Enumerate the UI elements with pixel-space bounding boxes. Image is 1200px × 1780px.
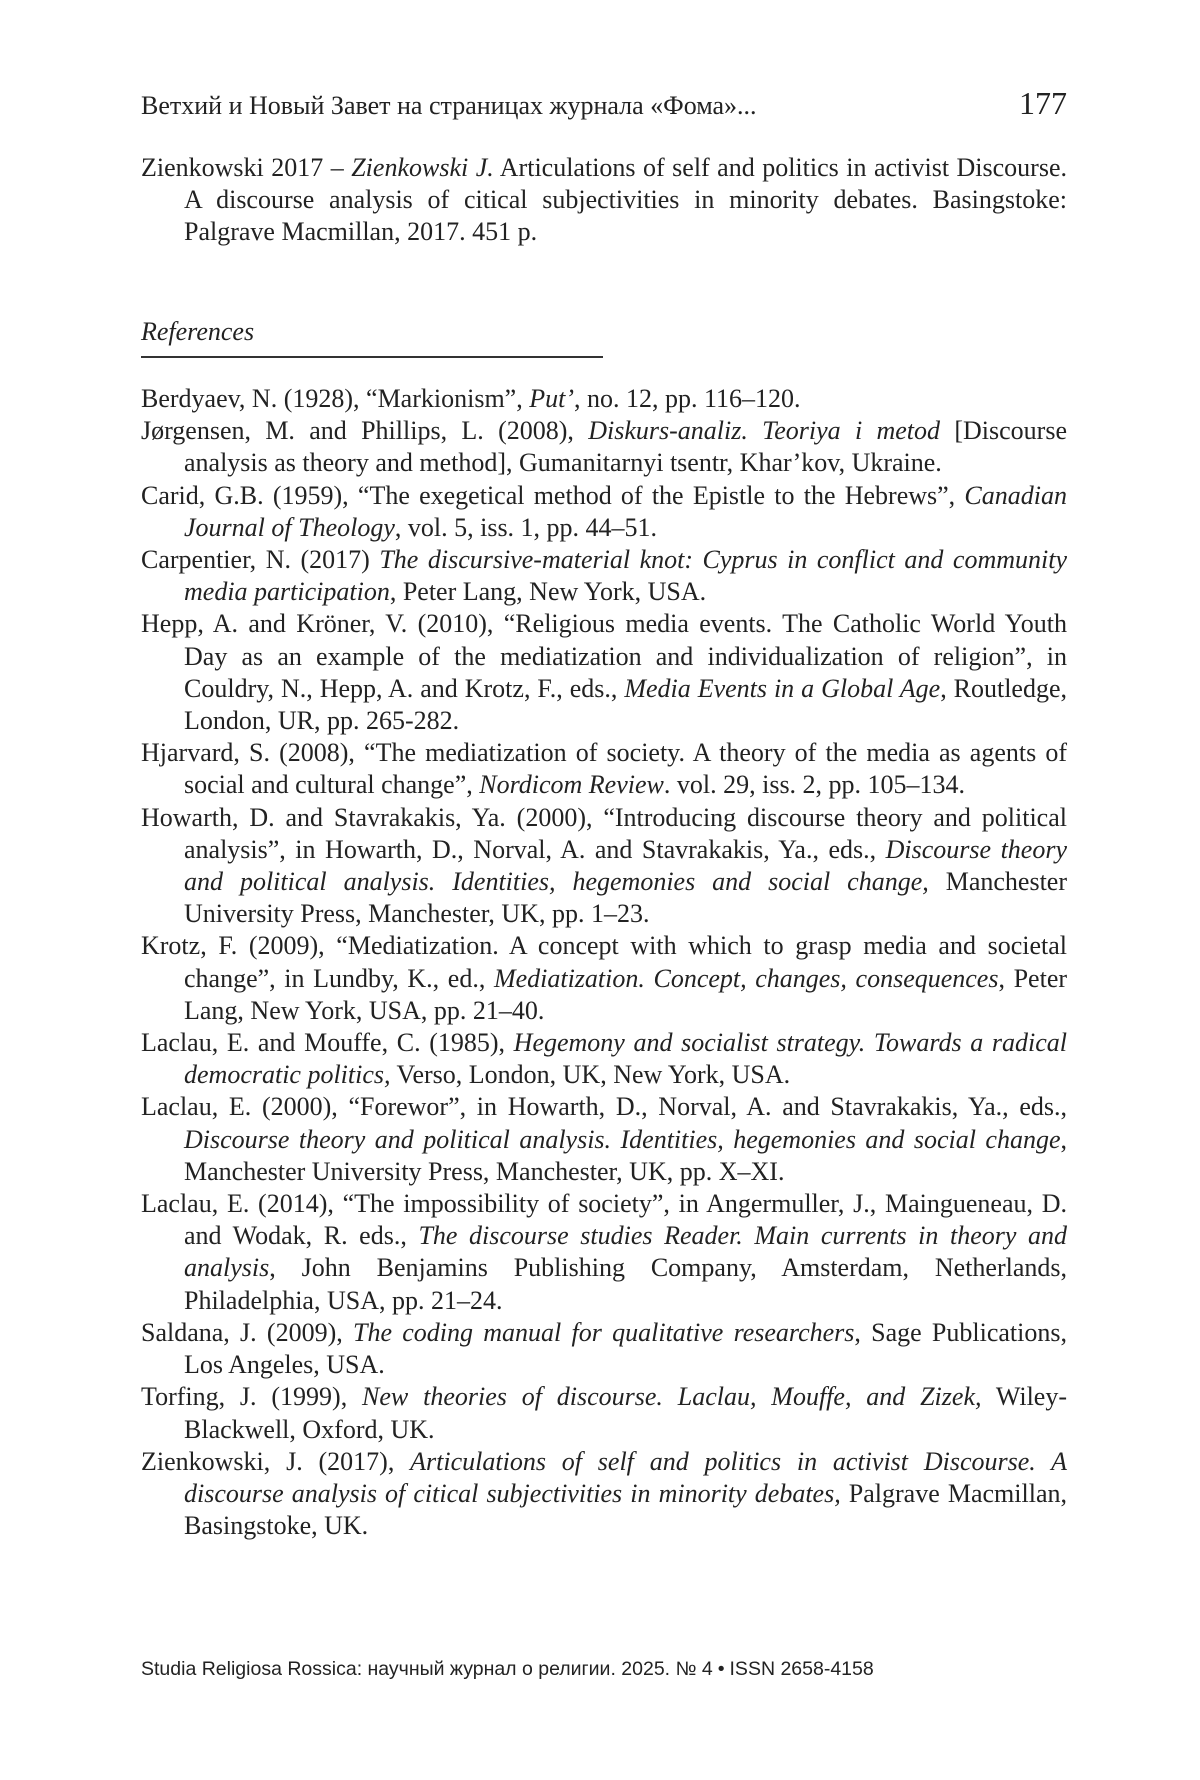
reference-title-italic: The coding manual for qualitative researchers: [353, 1317, 855, 1347]
reference-entry: [141, 802, 1067, 931]
reference-title-italic: New theories of discourse. Laclau, Mouffe, and Zizek,: [362, 1382, 982, 1412]
reference-title-italic: Diskurs-analiz. Teoriya i metod: [588, 416, 941, 446]
reference-title-italic: Canadian Journal of Theology: [184, 480, 1067, 542]
reference-title-italic: The discourse studies Reader. Main currents in theory and analysis: [184, 1221, 1067, 1283]
reference-text: , Peter Lang, New York, USA, pp. 21–40.: [184, 963, 1068, 1025]
reference-text: Berdyaev, N. (1928), “Markionism”,: [141, 384, 530, 413]
reference-text: Hjarvard, S. (2008), “The mediatization of society. A theory of the media as agents of social and cultural change”,: [141, 738, 1067, 800]
reference-entry: [141, 383, 1067, 415]
reference-text: , Manchester University Press, Manchester, UK, pp. X–XI.: [184, 1124, 1067, 1186]
reference-text: Carid, G.B. (1959), “The exegetical method of the Epistle to the Hebrews”,: [141, 480, 965, 510]
reference-entry: [141, 608, 1067, 737]
reference-entry: [141, 480, 1067, 544]
reference-text: Krotz, F. (2009), “Mediatization. A concept with which to grasp media and societal change”, in Lundby, K., ed.,: [141, 931, 1067, 993]
reference-title-italic: Media Events in a Global Age: [624, 673, 941, 703]
reference-text: Wiley-Blackwell, Oxford, UK.: [184, 1382, 1067, 1444]
reference-entry: [141, 1317, 1067, 1381]
reference-text: Jørgensen, M. and Phillips, L. (2008),: [141, 416, 589, 446]
reference-text: Zienkowski, J. (2017),: [141, 1446, 411, 1476]
reference-text: , John Benjamins Publishing Company, Amsterdam, Netherlands, Philadelphia, USA, pp. 21–24.: [184, 1253, 1067, 1315]
reference-text: Howarth, D. and Stavrakakis, Ya. (2000), “Introducing discourse theory and political analysis”, in Howarth, D., Norval, A. and Stavrakakis, Ya., eds.,: [141, 802, 1067, 864]
running-head: [141, 86, 1067, 123]
reference-text: , Routledge, London, UR, pp. 265-282.: [184, 673, 1068, 736]
reference-text: Torfing, J. (1999),: [141, 1382, 363, 1412]
reference-entry: [141, 152, 1067, 249]
reference-text: , no. 12, pp. 116–120.: [573, 384, 801, 413]
reference-entry: [141, 1188, 1067, 1317]
running-head-title: Ветхий и Новый Завет на страницах журнала «Фома»...: [141, 91, 757, 120]
references-list: [141, 383, 1067, 1542]
reference-text: Zienkowski 2017 –: [141, 153, 352, 182]
reference-text: [Discourse analysis as theory and method], Gumanitarnyi tsentr, Khar’kov, Ukraine.: [184, 416, 1067, 478]
reference-text: , Sage Publications, Los Angeles, USA.: [184, 1317, 1067, 1380]
reference-text: Saldana, J. (2009),: [141, 1317, 353, 1347]
reference-text: Laclau, E. (2000), “Forewor”, in Howarth, D., Norval, A. and Stavrakakis, Ya., eds.,: [141, 1092, 1067, 1122]
reference-text: Laclau, E. (2014), “The impossibility of society”, in Angermuller, J., Maingueneau, D. and Wodak, R. eds.,: [141, 1189, 1067, 1251]
page-number: 177: [1019, 85, 1067, 121]
reference-entry: [141, 1091, 1067, 1188]
reference-text: Hepp, A. and Kröner, V. (2010), “Religious media events. The Catholic World Youth Day as an example of the mediatization and individualization of religion”, in Couldry, N., Hepp, A. and Krotz, F., eds.,: [141, 609, 1067, 703]
reference-entry: [141, 930, 1067, 1027]
reference-entry: [141, 1027, 1067, 1091]
footer-separator: •: [717, 1658, 725, 1680]
references-heading-rule: [141, 356, 603, 358]
reference-author-italic: Zienkowski J.: [351, 153, 494, 182]
reference-title-italic: Discourse theory and political analysis. Identities, hegemonies and social change: [184, 1124, 1061, 1154]
reference-text: , Peter Lang, New York, USA.: [389, 577, 707, 607]
preceding-reference-list: [141, 152, 1067, 249]
reference-title-italic: Nordicom Review: [479, 770, 664, 800]
reference-title-italic: The discursive-material knot: Cyprus in conflict and community media participation: [184, 545, 1067, 607]
footer-issn: ISSN 2658-4158: [729, 1658, 874, 1680]
reference-text: . vol. 29, iss. 2, pp. 105–134.: [663, 770, 966, 800]
reference-text: Carpentier, N. (2017): [141, 545, 380, 575]
reference-entry: [141, 1446, 1067, 1543]
reference-entry: [141, 737, 1067, 801]
footer-journal: Studia Religiosa Rossica: научный журнал о религии. 2025. № 4: [141, 1658, 713, 1680]
reference-text: Palgrave Macmillan, Basingstoke, UK.: [184, 1478, 1067, 1541]
reference-text: Verso, London, UK, New York, USA.: [390, 1060, 791, 1090]
reference-title-italic: Discourse theory and political analysis. Identities, hegemonies and social change,: [184, 834, 1068, 897]
reference-entry: [141, 544, 1067, 608]
reference-entry: [141, 1381, 1067, 1445]
reference-text: Manchester University Press, Manchester, UK, pp. 1–23.: [184, 867, 1068, 929]
references-heading: References: [141, 317, 255, 346]
reference-text: Laclau, E. and Mouffe, C. (1985),: [141, 1028, 514, 1058]
reference-title-italic: Mediatization. Concept, changes, consequences: [493, 963, 999, 993]
reference-title-italic: Articulations of self and politics in activist Discourse. A discourse analysis of citical subjectivities in minority debates,: [184, 1446, 1068, 1508]
reference-entry: [141, 415, 1067, 479]
page-footer: [141, 1656, 874, 1682]
reference-title-italic: Hegemony and socialist strategy. Towards a radical democratic politics,: [184, 1028, 1067, 1090]
reference-text: Articulations of self and politics in activist Discourse. A discourse analysis of citical subjectivities in minority debates. Basingstoke: Palgrave Macmillan, 2017. 451 p.: [184, 153, 1067, 247]
reference-text: , vol. 5, iss. 1, pp. 44–51.: [394, 512, 658, 542]
reference-title-italic: Put’: [529, 384, 574, 413]
